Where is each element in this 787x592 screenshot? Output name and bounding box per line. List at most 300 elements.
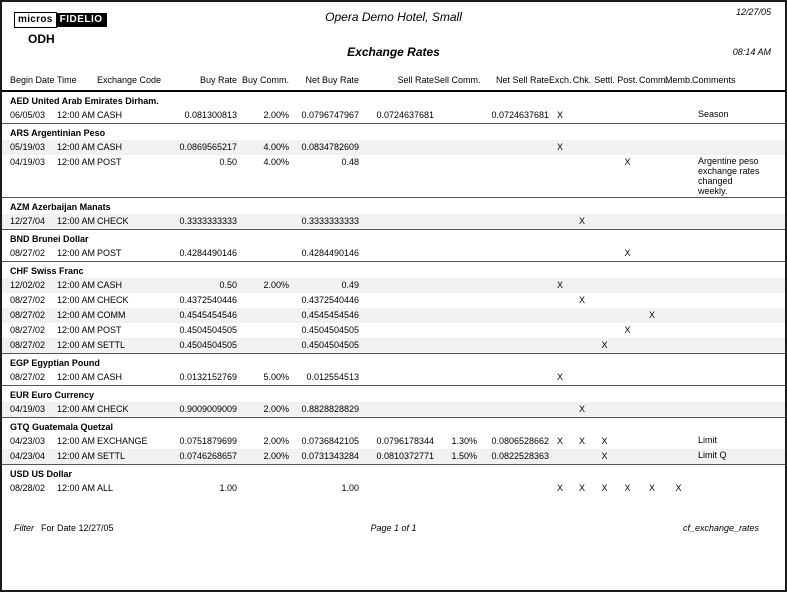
cell-code: POST [97, 157, 122, 167]
cell-buy_rate: 0.0132152769 [179, 372, 237, 382]
cell-comm: X [648, 483, 655, 493]
cell-chk: X [578, 216, 585, 226]
cell-buy_comm [237, 482, 289, 495]
cell-begin_date: 08/27/02 [10, 248, 46, 258]
rate-row [2, 449, 785, 464]
cell-settl [593, 309, 616, 322]
cell-memb: X [675, 483, 682, 493]
cell-post: X [624, 325, 631, 335]
cell-settl [593, 156, 616, 196]
cell-comm [639, 279, 665, 292]
cell-net_sell_rate [477, 482, 549, 495]
cell-memb [665, 435, 692, 448]
cell-begin_date: 05/19/03 [10, 142, 46, 152]
cell-code: ALL [97, 483, 114, 493]
column-header-post: Post. [617, 75, 638, 85]
cell-settl: X [601, 483, 608, 493]
cell-code: CASH [97, 110, 123, 120]
cell-buy_comm: 2.00% [263, 110, 289, 120]
cell-exch: X [556, 483, 563, 493]
cell-memb [665, 339, 692, 352]
cell-net_buy_rate: 0.012554513 [306, 372, 359, 382]
report-header [2, 2, 785, 72]
cell-chk [571, 109, 593, 122]
cell-settl [593, 279, 616, 292]
cell-time: 12:00 AM [57, 404, 96, 414]
table-body [2, 92, 785, 496]
cell-comments: Limit Q [698, 450, 727, 460]
cell-sell_rate [359, 294, 434, 307]
cell-buy_comm [237, 339, 289, 352]
cell-comm [639, 324, 665, 337]
cell-comments [692, 309, 761, 322]
cell-buy_rate: 0.0869565217 [179, 142, 237, 152]
cell-comments [692, 279, 761, 292]
cell-post [616, 141, 639, 154]
cell-begin_date: 08/28/02 [10, 483, 46, 493]
currency-title: AZM Azerbaijan Manats [10, 202, 111, 212]
cell-settl [593, 215, 616, 228]
cell-comm [639, 450, 665, 463]
cell-exch [549, 294, 571, 307]
cell-comm [639, 294, 665, 307]
cell-comm [639, 156, 665, 196]
property-code: ODH [28, 32, 55, 46]
cell-net_buy_rate: 0.48 [341, 157, 359, 167]
cell-sell_rate [359, 141, 434, 154]
rate-row [2, 308, 785, 323]
report-footer [2, 523, 785, 539]
cell-begin_date: 04/19/03 [10, 157, 46, 167]
cell-code: CHECK [97, 216, 129, 226]
cell-exch [549, 450, 571, 463]
column-header-comments: Comments [692, 75, 736, 85]
cell-buy_rate: 0.0751879699 [179, 436, 237, 446]
cell-sell_comm [434, 156, 477, 196]
cell-code: CHECK [97, 404, 129, 414]
cell-comm [639, 403, 665, 416]
cell-net_sell_rate [477, 371, 549, 384]
cell-buy_comm: 5.00% [263, 372, 289, 382]
cell-begin_date: 04/23/03 [10, 436, 46, 446]
cell-time: 12:00 AM [57, 110, 96, 120]
cell-buy_rate: 0.4504504505 [179, 340, 237, 350]
cell-net_buy_rate: 0.4504504505 [301, 340, 359, 350]
cell-begin_date: 12/27/04 [10, 216, 46, 226]
cell-memb [665, 324, 692, 337]
cell-exch [549, 339, 571, 352]
cell-comm [639, 339, 665, 352]
cell-begin_date: 08/27/02 [10, 295, 46, 305]
cell-time: 12:00 AM [57, 436, 96, 446]
cell-sell_comm [434, 215, 477, 228]
cell-time: 12:00 AM [57, 295, 96, 305]
cell-post [616, 371, 639, 384]
cell-buy_rate: 0.3333333333 [179, 216, 237, 226]
micros-logo-text: micros [14, 12, 57, 28]
cell-exch [549, 324, 571, 337]
cell-chk: X [578, 483, 585, 493]
cell-net_buy_rate: 1.00 [341, 483, 359, 493]
currency-section [2, 385, 785, 417]
cell-post [616, 279, 639, 292]
cell-memb [665, 279, 692, 292]
cell-sell_rate [359, 156, 434, 196]
cell-buy_rate: 0.081300813 [184, 110, 237, 120]
cell-net_buy_rate: 0.0796747967 [301, 110, 359, 120]
cell-net_buy_rate: 0.0736842105 [301, 436, 359, 446]
rate-row [2, 434, 785, 449]
cell-comments [692, 294, 761, 307]
cell-buy_comm: 2.00% [263, 404, 289, 414]
cell-begin_date: 08/27/02 [10, 340, 46, 350]
cell-exch: X [556, 436, 563, 446]
cell-net_sell_rate [477, 339, 549, 352]
cell-chk [571, 141, 593, 154]
currency-section [2, 353, 785, 385]
currency-title: EGP Egyptian Pound [10, 358, 100, 368]
cell-memb [665, 247, 692, 260]
cell-comments [692, 371, 761, 384]
cell-time: 12:00 AM [57, 216, 96, 226]
cell-settl [593, 247, 616, 260]
cell-net_buy_rate: 0.8828828829 [301, 404, 359, 414]
cell-memb [665, 371, 692, 384]
currency-section [2, 123, 785, 197]
cell-begin_date: 12/02/02 [10, 280, 46, 290]
cell-comments: Argentine peso exchange rates changed weekly. [698, 156, 760, 196]
cell-post [616, 109, 639, 122]
cell-time: 12:00 AM [57, 340, 96, 350]
cell-sell_rate: 0.0796178344 [376, 436, 434, 446]
cell-begin_date: 04/23/04 [10, 451, 46, 461]
column-header-buy_rate: Buy Rate [199, 75, 237, 85]
cell-buy_rate: 1.00 [219, 483, 237, 493]
cell-net_sell_rate: 0.0806528662 [491, 436, 549, 446]
cell-time: 12:00 AM [57, 372, 96, 382]
cell-memb [665, 403, 692, 416]
cell-settl: X [601, 340, 608, 350]
cell-sell_comm [434, 324, 477, 337]
cell-sell_comm: 1.30% [451, 436, 477, 446]
cell-settl: X [601, 451, 608, 461]
cell-code: SETTL [97, 340, 126, 350]
cell-memb [665, 156, 692, 196]
cell-sell_rate [359, 371, 434, 384]
rate-row [2, 108, 785, 123]
currency-title: EUR Euro Currency [10, 390, 95, 400]
cell-time: 12:00 AM [57, 157, 96, 167]
report-id: cf_exchange_rates [682, 523, 759, 533]
cell-memb [665, 309, 692, 322]
rate-row [2, 402, 785, 417]
cell-post [616, 309, 639, 322]
cell-post: X [624, 157, 631, 167]
cell-comments [692, 141, 761, 154]
cell-comm: X [648, 310, 655, 320]
cell-net_sell_rate [477, 324, 549, 337]
cell-buy_comm [237, 215, 289, 228]
column-header-time: Time [57, 75, 77, 85]
cell-net_sell_rate [477, 215, 549, 228]
cell-sell_rate [359, 403, 434, 416]
currency-title: CHF Swiss Franc [10, 266, 84, 276]
cell-sell_comm [434, 279, 477, 292]
cell-net_buy_rate: 0.49 [341, 280, 359, 290]
cell-begin_date: 08/27/02 [10, 325, 46, 335]
cell-exch [549, 309, 571, 322]
cell-net_buy_rate: 0.4545454546 [301, 310, 359, 320]
cell-buy_comm: 4.00% [263, 142, 289, 152]
page-number: Page 1 of 1 [370, 523, 417, 533]
cell-sell_rate [359, 324, 434, 337]
cell-net_sell_rate [477, 294, 549, 307]
cell-comments [692, 403, 761, 416]
cell-sell_rate: 0.0724637681 [376, 110, 434, 120]
cell-sell_comm: 1.50% [451, 451, 477, 461]
column-header-exch: Exch. [549, 75, 572, 85]
cell-comments [692, 482, 761, 495]
table-header-row [2, 72, 785, 92]
cell-time: 12:00 AM [57, 451, 96, 461]
currency-title: AED United Arab Emirates Dirham. [10, 96, 159, 106]
cell-comments [692, 324, 761, 337]
cell-comm [639, 141, 665, 154]
cell-post: X [624, 248, 631, 258]
cell-exch [549, 403, 571, 416]
cell-settl [593, 141, 616, 154]
cell-buy_rate: 0.4372540446 [179, 295, 237, 305]
report-date: 12/27/05 [735, 7, 771, 17]
currency-section [2, 92, 785, 123]
cell-buy_rate: 0.50 [219, 280, 237, 290]
cell-sell_comm [434, 482, 477, 495]
cell-memb [665, 141, 692, 154]
cell-settl [593, 371, 616, 384]
cell-net_buy_rate: 0.0731343284 [301, 451, 359, 461]
cell-net_buy_rate: 0.3333333333 [301, 216, 359, 226]
cell-sell_rate [359, 247, 434, 260]
cell-code: POST [97, 325, 122, 335]
cell-time: 12:00 AM [57, 142, 96, 152]
cell-buy_comm: 4.00% [263, 157, 289, 167]
cell-buy_comm [237, 309, 289, 322]
cell-chk: X [578, 295, 585, 305]
cell-code: CHECK [97, 295, 129, 305]
cell-net_sell_rate [477, 247, 549, 260]
hotel-name: Opera Demo Hotel, Small [325, 10, 462, 24]
cell-chk [571, 156, 593, 196]
currency-title: USD US Dollar [10, 469, 73, 479]
report-time: 08:14 AM [732, 47, 771, 57]
cell-memb [665, 294, 692, 307]
cell-buy_rate: 0.4284490146 [179, 248, 237, 258]
rate-row [2, 140, 785, 155]
cell-net_buy_rate: 0.4284490146 [301, 248, 359, 258]
report-title: Exchange Rates [347, 45, 440, 59]
cell-net_sell_rate: 0.0822528363 [491, 451, 549, 461]
cell-comments [692, 339, 761, 352]
cell-time: 12:00 AM [57, 325, 96, 335]
cell-buy_comm [237, 324, 289, 337]
cell-post [616, 435, 639, 448]
cell-buy_comm [237, 247, 289, 260]
cell-sell_comm [434, 109, 477, 122]
cell-post [616, 450, 639, 463]
currency-section [2, 464, 785, 496]
cell-post [616, 294, 639, 307]
cell-net_sell_rate [477, 403, 549, 416]
cell-code: POST [97, 248, 122, 258]
cell-settl [593, 294, 616, 307]
rate-row [2, 155, 785, 197]
cell-chk [571, 324, 593, 337]
currency-section [2, 261, 785, 353]
column-header-settl: Settl. [594, 75, 615, 85]
column-header-net_sell_rate: Net Sell Rate [495, 75, 549, 85]
rate-row [2, 246, 785, 261]
cell-comments [692, 215, 761, 228]
cell-exch: X [556, 372, 563, 382]
cell-code: CASH [97, 142, 123, 152]
cell-code: SETTL [97, 451, 126, 461]
cell-buy_rate: 0.4545454546 [179, 310, 237, 320]
rate-row [2, 323, 785, 338]
cell-comm [639, 435, 665, 448]
column-header-net_buy_rate: Net Buy Rate [305, 75, 359, 85]
currency-title: ARS Argentinian Peso [10, 128, 106, 138]
currency-section [2, 229, 785, 261]
exchange-rates-table [2, 72, 785, 496]
currency-section [2, 197, 785, 229]
cell-net_sell_rate [477, 309, 549, 322]
cell-comm [639, 371, 665, 384]
filter-label: Filter [14, 523, 34, 533]
cell-memb [665, 215, 692, 228]
cell-sell_comm [434, 294, 477, 307]
for-date-label: For Date 12/27/05 [41, 523, 114, 533]
cell-comments [692, 247, 761, 260]
cell-settl: X [601, 436, 608, 446]
column-header-memb: Memb. [665, 75, 693, 85]
cell-net_sell_rate [477, 156, 549, 196]
cell-settl [593, 109, 616, 122]
column-header-begin_date: Begin Date [10, 75, 55, 85]
rate-row [2, 278, 785, 293]
cell-begin_date: 04/19/03 [10, 404, 46, 414]
cell-sell_rate [359, 339, 434, 352]
cell-chk [571, 339, 593, 352]
cell-begin_date: 08/27/02 [10, 310, 46, 320]
cell-exch [549, 215, 571, 228]
cell-post [616, 403, 639, 416]
column-header-sell_comm: Sell Comm. [434, 75, 481, 85]
cell-code: CASH [97, 280, 123, 290]
cell-chk: X [578, 436, 585, 446]
cell-exch: X [556, 110, 563, 120]
cell-chk [571, 371, 593, 384]
cell-begin_date: 08/27/02 [10, 372, 46, 382]
cell-chk [571, 309, 593, 322]
rate-row [2, 370, 785, 385]
cell-code: COMM [97, 310, 126, 320]
rate-row [2, 293, 785, 308]
cell-chk: X [578, 404, 585, 414]
cell-buy_rate: 0.0746268657 [179, 451, 237, 461]
cell-sell_rate [359, 309, 434, 322]
cell-comments: Limit [698, 435, 718, 445]
column-header-comm: Comm. [639, 75, 668, 85]
cell-comments: Season [698, 109, 729, 119]
cell-sell_rate [359, 482, 434, 495]
cell-buy_comm: 2.00% [263, 436, 289, 446]
cell-sell_rate: 0.0810372771 [376, 451, 434, 461]
cell-post: X [624, 483, 631, 493]
cell-begin_date: 06/05/03 [10, 110, 46, 120]
cell-sell_comm [434, 309, 477, 322]
cell-comm [639, 247, 665, 260]
cell-buy_rate: 0.4504504505 [179, 325, 237, 335]
rate-row [2, 338, 785, 353]
column-header-buy_comm: Buy Comm. [241, 75, 289, 85]
cell-buy_comm [237, 294, 289, 307]
cell-sell_comm [434, 371, 477, 384]
currency-title: BND Brunei Dollar [10, 234, 89, 244]
cell-chk [571, 450, 593, 463]
column-header-sell_rate: Sell Rate [397, 75, 434, 85]
cell-exch: X [556, 280, 563, 290]
cell-post [616, 215, 639, 228]
cell-comm [639, 215, 665, 228]
rate-row [2, 481, 785, 496]
cell-settl [593, 324, 616, 337]
cell-memb [665, 109, 692, 122]
cell-net_sell_rate [477, 141, 549, 154]
rate-row [2, 214, 785, 229]
cell-time: 12:00 AM [57, 248, 96, 258]
cell-sell_rate [359, 215, 434, 228]
cell-sell_rate [359, 279, 434, 292]
cell-net_sell_rate [477, 279, 549, 292]
cell-buy_comm: 2.00% [263, 451, 289, 461]
cell-sell_comm [434, 141, 477, 154]
cell-memb [665, 450, 692, 463]
cell-comm [639, 109, 665, 122]
cell-post [616, 339, 639, 352]
cell-buy_rate: 0.9009009009 [179, 404, 237, 414]
cell-exch [549, 247, 571, 260]
cell-net_buy_rate: 0.0834782609 [301, 142, 359, 152]
column-header-code: Exchange Code [97, 75, 162, 85]
cell-code: CASH [97, 372, 123, 382]
cell-net_buy_rate: 0.4504504505 [301, 325, 359, 335]
cell-net_buy_rate: 0.4372540446 [301, 295, 359, 305]
cell-settl [593, 403, 616, 416]
cell-buy_comm: 2.00% [263, 280, 289, 290]
cell-time: 12:00 AM [57, 280, 96, 290]
cell-exch [549, 156, 571, 196]
cell-time: 12:00 AM [57, 310, 96, 320]
currency-section [2, 417, 785, 464]
cell-sell_comm [434, 403, 477, 416]
cell-chk [571, 247, 593, 260]
cell-code: EXCHANGE [97, 436, 148, 446]
currency-title: GTQ Guatemala Quetzal [10, 422, 114, 432]
cell-buy_rate: 0.50 [219, 157, 237, 167]
column-header-chk: Chk. [572, 75, 592, 85]
cell-time: 12:00 AM [57, 483, 96, 493]
cell-chk [571, 279, 593, 292]
